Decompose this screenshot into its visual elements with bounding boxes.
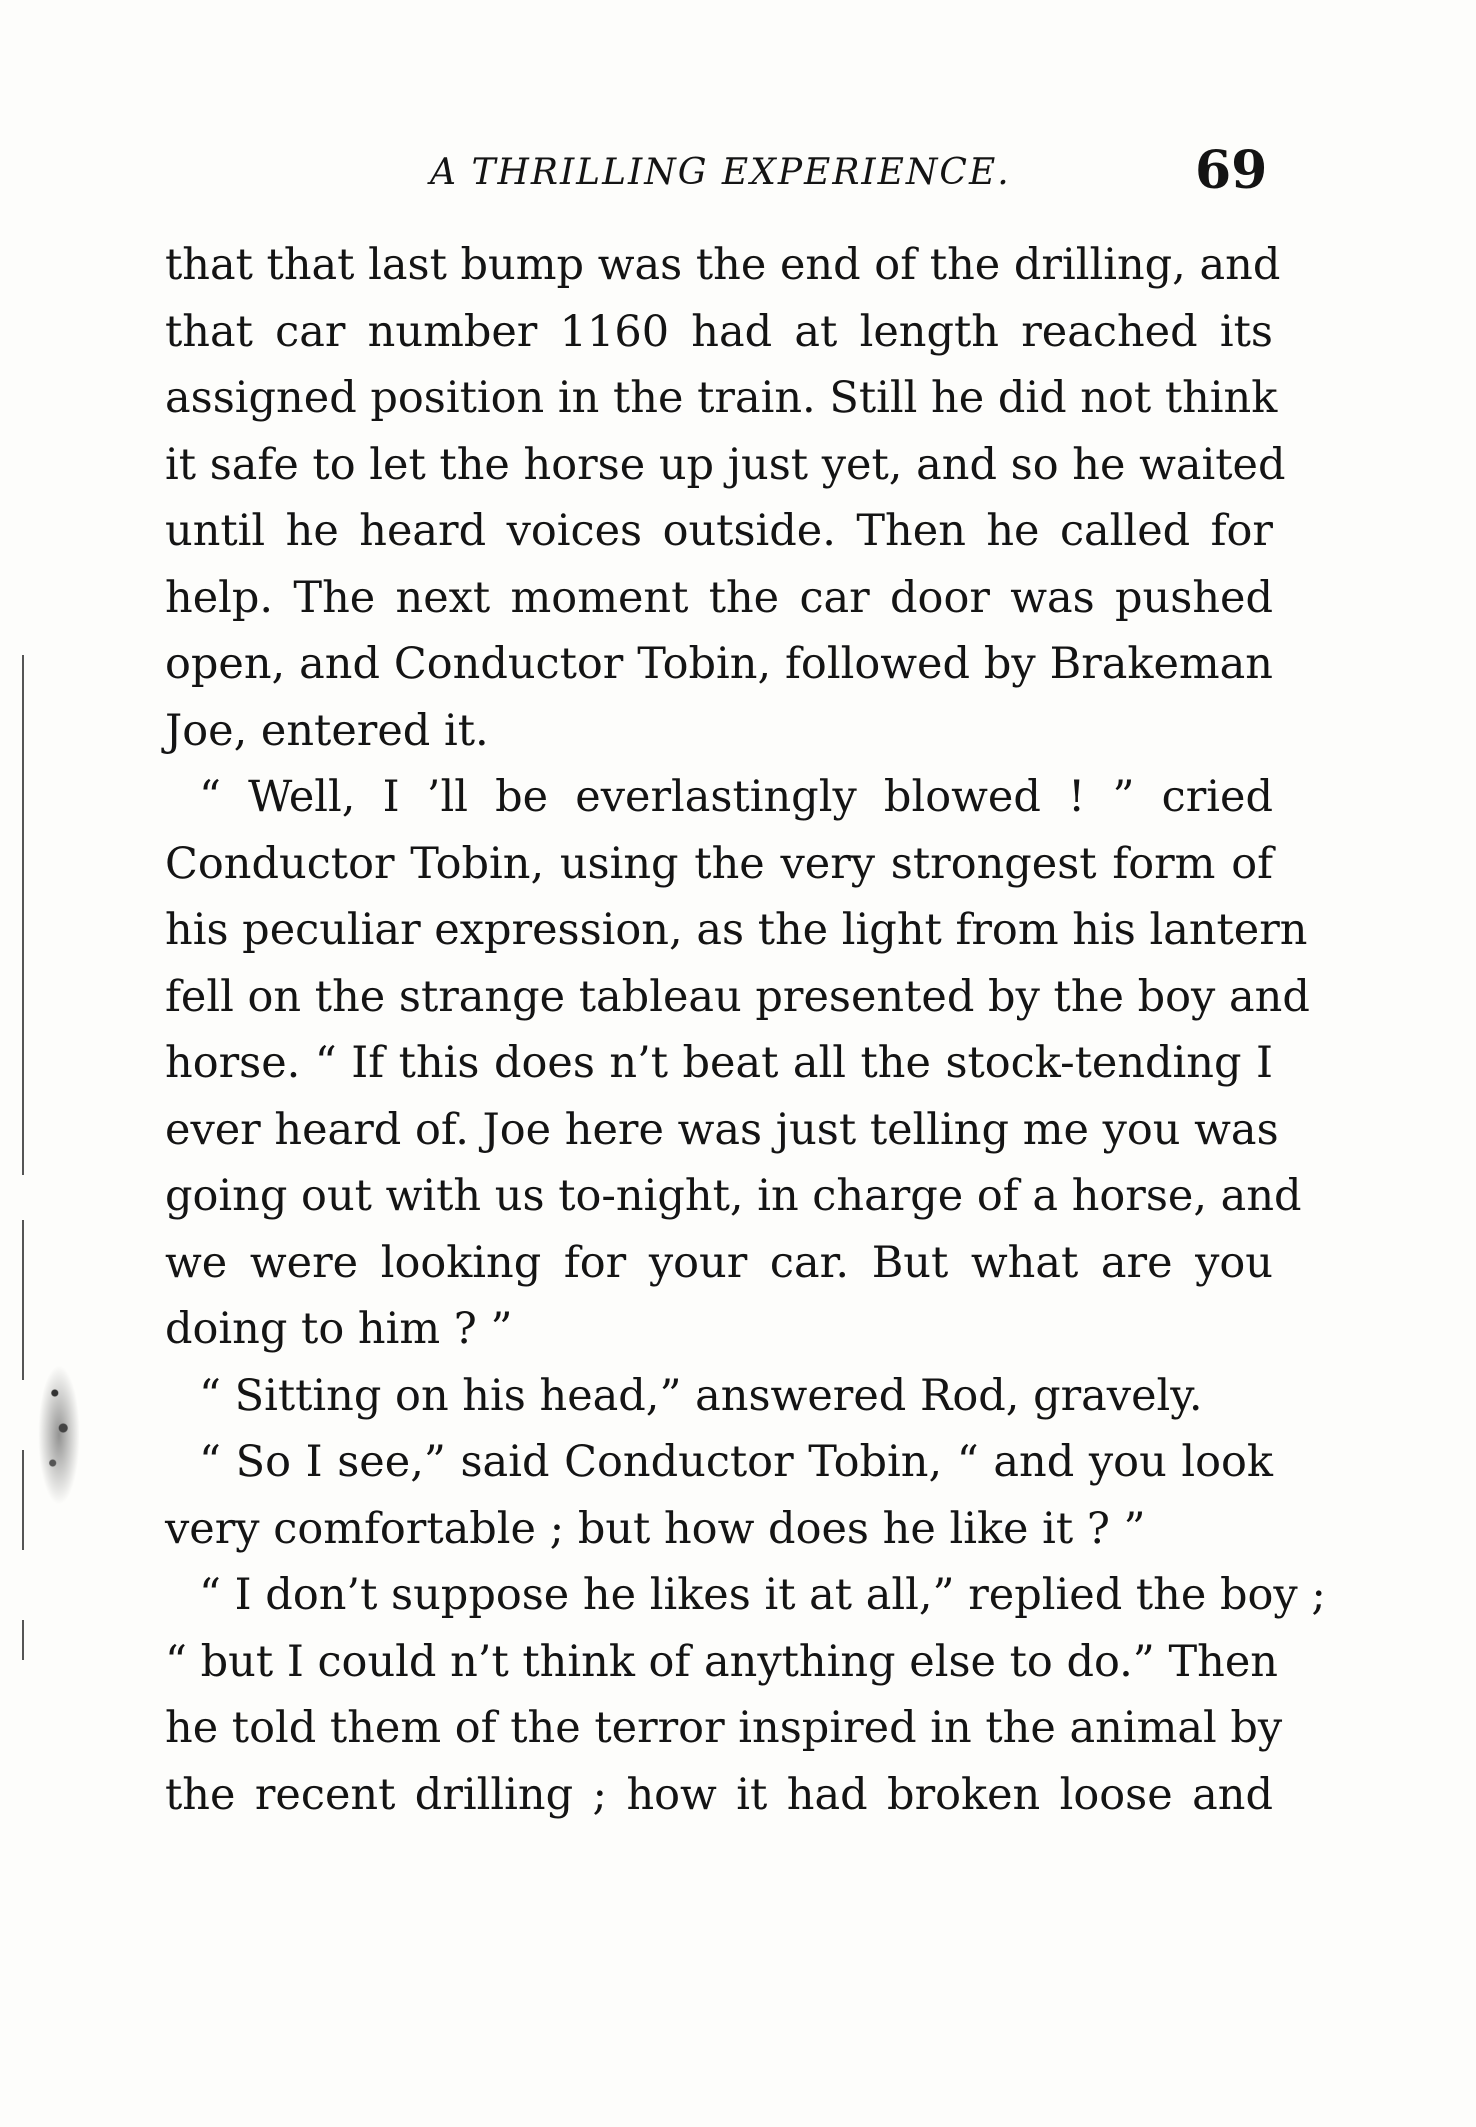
- margin-rule: [22, 1620, 24, 1660]
- text-line: it safe to let the horse up just yet, and so he waited: [165, 439, 1286, 490]
- text-line: the recent drilling ; how it had broken loose and: [165, 1769, 1273, 1820]
- running-title: A THRILLING EXPERIENCE.: [430, 152, 1011, 193]
- text-line: that that last bump was the end of the drilling, and: [165, 240, 1281, 290]
- text-line: assigned position in the train. Still he did not think: [165, 373, 1278, 423]
- text-line: Joe, entered it.: [165, 705, 489, 756]
- text-line: very comfortable ; but how does he like it ? ”: [165, 1503, 1146, 1554]
- margin-rule: [22, 1450, 24, 1550]
- body-text: [165, 232, 1326, 1828]
- text-line: “ I don’t suppose he likes it at all,” replied the boy ;: [199, 1570, 1326, 1620]
- text-line: open, and Conductor Tobin, followed by Brakeman: [165, 639, 1273, 689]
- text-line: ever heard of. Joe here was just telling me you was: [165, 1104, 1279, 1155]
- text-line: Conductor Tobin, using the very strongest form of: [165, 838, 1273, 889]
- text-line: horse. “ If this does n’t beat all the stock-tending I: [165, 1038, 1273, 1088]
- text-line: going out with us to-night, in charge of a horse, and: [165, 1171, 1302, 1221]
- scan-blot: [38, 1365, 80, 1505]
- text-line: that car number 1160 had at length reached its: [165, 306, 1273, 357]
- margin-rule: [22, 655, 24, 1175]
- text-line: doing to him ? ”: [165, 1304, 513, 1354]
- text-line: “ but I could n’t think of anything else to do.” Then: [165, 1636, 1278, 1687]
- text-line: fell on the strange tableau presented by the boy and: [165, 971, 1310, 1022]
- text-line: “ Well, I ’ll be everlastingly blowed ! ” cried: [199, 772, 1273, 822]
- page-header: [0, 140, 1476, 200]
- text-line: until he heard voices outside. Then he called for: [165, 506, 1273, 556]
- text-line: “ So I see,” said Conductor Tobin, “ and you look: [199, 1437, 1273, 1487]
- text-line: he told them of the terror inspired in the animal by: [165, 1703, 1283, 1753]
- page-number: 69: [1195, 140, 1268, 201]
- text-line: help. The next moment the car door was pushed: [165, 572, 1273, 623]
- text-line: we were looking for your car. But what are you: [165, 1237, 1273, 1288]
- text-line: “ Sitting on his head,” answered Rod, gravely.: [199, 1370, 1203, 1421]
- margin-rule: [22, 1220, 24, 1380]
- text-line: his peculiar expression, as the light from his lantern: [165, 905, 1308, 955]
